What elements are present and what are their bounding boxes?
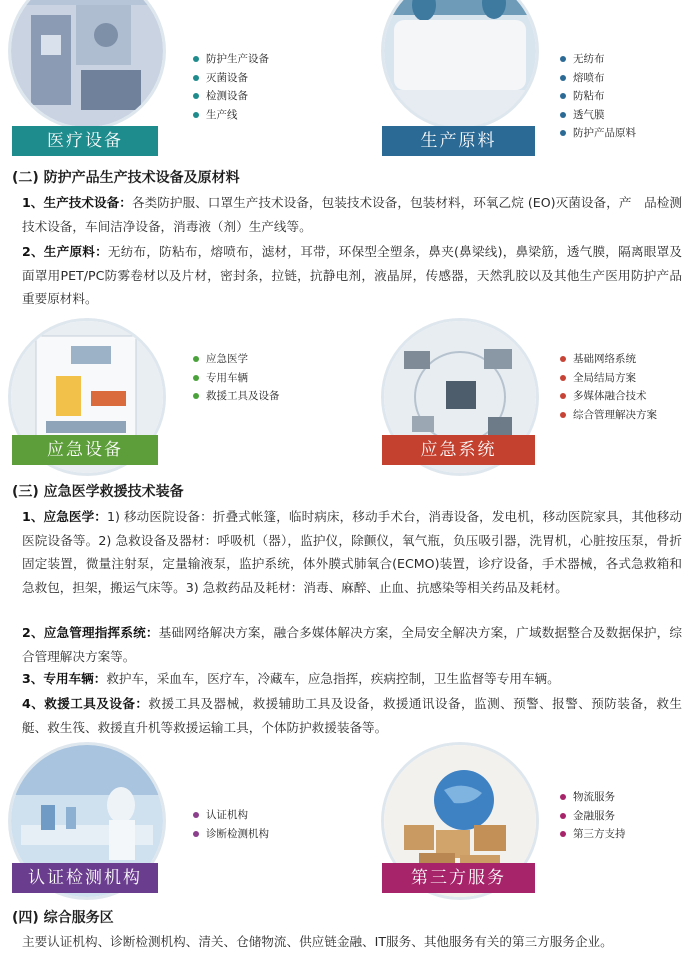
section-3-para-2: [22, 621, 682, 668]
para-label: 2、生产原料：: [22, 244, 108, 259]
raw-materials-banner: 生产原料: [382, 126, 535, 156]
section-2-para-2: [22, 240, 682, 311]
section-4-para-1: [22, 930, 682, 954]
list-item: 防护产品原料: [560, 124, 636, 143]
card-medical-equipment: [0, 0, 330, 160]
section-3-title: (三) 应急医学救援技术装备: [12, 484, 184, 500]
section-3-para-4: [22, 692, 682, 739]
para-text: 基础网络解决方案，融合多媒体解决方案，全局安全解决方案，广域数据整合及数据保护，综合管理解决方案等。: [22, 625, 683, 664]
list-item: 专用车辆: [193, 369, 280, 388]
list-item: 应急医学: [193, 350, 280, 369]
list-item: 全局结局方案: [560, 369, 657, 388]
para-label: 1、应急医学：: [22, 509, 107, 524]
emergency-equipment-banner: 应急设备: [12, 435, 158, 465]
list-item: 熔喷布: [560, 69, 636, 88]
card-certification: [0, 742, 330, 892]
list-item: 基础网络系统: [560, 350, 657, 369]
raw-materials-list: [560, 50, 636, 143]
medical-equipment-image: [8, 0, 166, 130]
para-label: 2、应急管理指挥系统：: [22, 625, 159, 640]
para-text: 救护车，采血车，医疗车，冷藏车，应急指挥，疾病控制，卫生监督等专用车辆。: [106, 671, 560, 686]
section-2-para-1: [22, 191, 682, 238]
card-third-party: [345, 742, 690, 892]
para-text: 无纺布，防粘布，熔喷布，滤材，耳带，环保型全塑条，鼻夹(鼻梁线)，鼻梁筋，透气膜，隔离眼罩及面罩用PET/PC防雾卷材以及片材，密封条，拉链，抗静电剂，液晶屏，传感器，天然乳胶以及其他生产医用防护产品重要原材料。: [22, 244, 682, 306]
list-item: 金融服务: [560, 807, 626, 826]
list-item: 综合管理解决方案: [560, 406, 657, 425]
section-3-para-1: [22, 505, 682, 599]
list-item: 多媒体融合技术: [560, 387, 657, 406]
emergency-system-list: [560, 350, 657, 424]
para-text: 救援工具及器械，救援辅助工具及设备，救援通讯设备，监测、预警、报警、预防装备，救生艇、救生筏、救援直升机等救援运输工具，个体防护救援装备等。: [22, 696, 683, 735]
para-label: 4、救援工具及设备：: [22, 696, 149, 711]
list-item: 防粘布: [560, 87, 636, 106]
list-item: 物流服务: [560, 788, 626, 807]
third-party-list: [560, 788, 626, 844]
section-4-title: (四) 综合服务区: [12, 910, 114, 926]
certification-banner: 认证检测机构: [12, 863, 158, 893]
section-2-title: (二) 防护产品生产技术设备及原材料: [12, 170, 240, 186]
section-3-para-3: [22, 667, 682, 691]
card-emergency-system: [345, 318, 690, 468]
emergency-system-banner: 应急系统: [382, 435, 535, 465]
list-item: 检测设备: [193, 87, 269, 106]
list-item: 生产线: [193, 106, 269, 125]
list-item: 诊断检测机构: [193, 825, 269, 844]
list-item: 无纺布: [560, 50, 636, 69]
emergency-equipment-list: [193, 350, 280, 406]
medical-equipment-list: [193, 50, 269, 124]
list-item: 透气膜: [560, 106, 636, 125]
certification-list: [193, 806, 269, 843]
list-item: 灭菌设备: [193, 69, 269, 88]
medical-equipment-banner: 医疗设备: [12, 126, 158, 156]
raw-materials-image: [381, 0, 539, 130]
card-raw-materials: [345, 0, 690, 160]
para-text: 主要认证机构、诊断检测机构、清关、仓储物流、供应链金融、IT服务、其他服务有关的第三方服务企业。: [22, 934, 613, 949]
para-text: 各类防护服、口罩生产技术设备，包装技术设备，包装材料，环氧乙烷 (EO)灭菌设备，产 品检测技术设备，车间洁净设备，消毒液（剂）生产线等。: [22, 195, 683, 234]
para-label: 1、生产技术设备：: [22, 195, 132, 210]
third-party-banner: 第三方服务: [382, 863, 535, 893]
list-item: 防护生产设备: [193, 50, 269, 69]
list-item: 救援工具及设备: [193, 387, 280, 406]
list-item: 第三方支持: [560, 825, 626, 844]
para-text: 1) 移动医院设备：折叠式帐篷，临时病床，移动手术台，消毒设备，发电机，移动医院家具，其他移动医院设备等。2) 急救设备及器材：呼吸机（器），监护仪，除颤仪，氧气瓶，负压吸引器，洗胃机，心脏按压泵，骨折固定装置，微量注射泵，定量输液泵，监护系统，体外膜式肺氧合(ECMO)装置，诊疗设备，手术器械，各式急救箱和急救包，担架，搬运气床等。3) 急救药品及耗材：消毒、麻醉、止血、抗感染等相关药品及耗材。: [22, 509, 682, 595]
card-emergency-equipment: [0, 318, 330, 468]
para-label: 3、专用车辆：: [22, 671, 107, 686]
list-item: 认证机构: [193, 806, 269, 825]
